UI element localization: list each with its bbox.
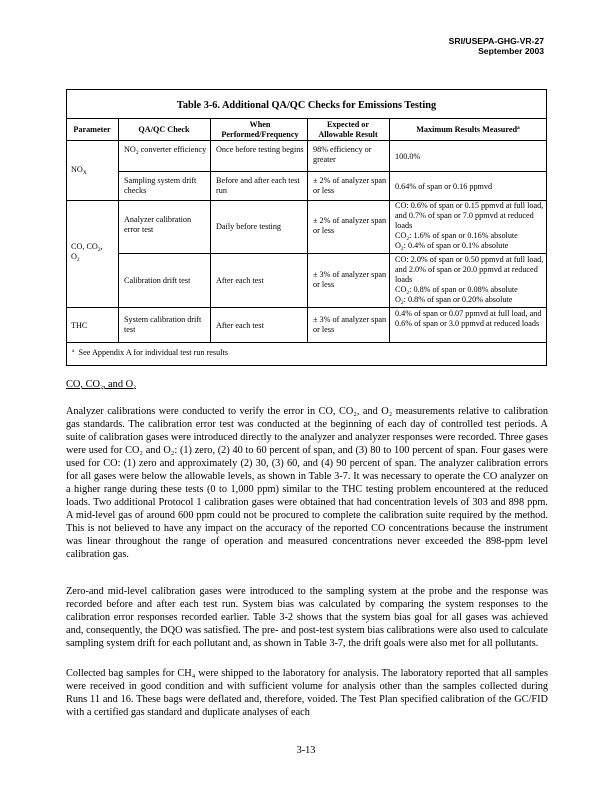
paragraph-system-bias: Zero-and mid-level calibration gases were introduced to the sampling system at the probe and the response was recorded before and after each test run. System bias was calculated by comparing the system responses to the calibration error responses recorded earlier. Table 3-2 shows that the system bias goal for all gases was achieved and, consequently, the DQO was satisfied. The pre- and post-test system bias calibrations were also used to calculate sampling system drift for each pollutant and, as shown in Table 3-7, the drift goals were also met for all pollutants. bbox=[66, 586, 548, 649]
co-cal-error-check: Analyzer calibration error test bbox=[124, 215, 192, 234]
thc-drift-when: After each test bbox=[216, 321, 264, 330]
paragraph-bag-samples: Collected bag samples for CH₄ were shipped to the laboratory for analysis. The laboratory reported that all samples were received in good condition and with sufficient volume for analysis other than the samples collected during Runs 11 and 16. These bags were deflated and, therefore, voided. The Test Plan specified calibration of the GC/FID with a certified gas standard and duplicate analyses of each bbox=[66, 668, 548, 718]
col-rule-3 bbox=[307, 118, 308, 342]
param-co-co2-o2: CO, $CO_2$, $O_2$ bbox=[71, 242, 103, 263]
nox-drift-result: 0.64% of span or 0.16 ppmvd bbox=[395, 182, 493, 191]
co-drift-check: Calibration drift test bbox=[124, 276, 191, 285]
nox-drift-when: Before and after each test run bbox=[216, 176, 300, 195]
co-cal-error-result: CO: 0.6% of span or 0.15 ppmvd at full load, and 0.7% of span or 7.0 ppmvd at reduced loads $CO_2$: 1.6% of span or 0.16% absolute $O_2$: 0.4% of span or 0.1% absolute bbox=[395, 201, 544, 252]
thc-drift-result: 0.4% of span or 0.07 ppmvd at full load, and 0.6% of span or 3.0 ppmvd at reduced loads bbox=[395, 309, 542, 328]
col-rule-1 bbox=[118, 118, 119, 342]
co-cal-error-when: Daily before testing bbox=[216, 222, 282, 231]
param-thc: THC bbox=[71, 321, 88, 330]
nox-row-divider bbox=[118, 171, 547, 172]
section-heading: CO, $CO_2$, and $O_2$ bbox=[66, 379, 136, 391]
report-id: SRI/USEPA-GHG-VR-27 bbox=[448, 36, 544, 46]
nox-drift-expected: ± 2% of analyzer span or less bbox=[313, 176, 387, 195]
nox-converter-check: $NO_2$ converter efficiency bbox=[124, 145, 207, 156]
param-nox: $NO_X$ bbox=[71, 165, 87, 176]
col-header-when: When Performed/Frequency bbox=[221, 120, 299, 139]
nox-converter-when: Once before testing begins bbox=[216, 145, 304, 154]
paragraph-calibration: Analyzer calibrations were conducted to verify the error in CO, CO₂, and O₂ measurements relative to calibration gas standards. The calibration error test was conducted at the beginning of each day of controlled test periods. A suite of calibration gases were introduced directly to the analyzer and analyzer responses were recorded. Three gases were used for CO₂ and O₂: (1) zero, (2) 40 to 60 percent of span, and (3) 80 to 100 percent of span. Four gases were used for CO: (1) zero and approximately (2) 30, (3) 60, and (4) 90 percent of span. The analyzer calibration errors for all gases were below the allowable levels, as shown in Table 3-7. It was necessary to operate the CO analyzer on a higher range during these tests (0 to 1,000 ppm) similar to the THC testing problem encountered at the reduced loads. Two additional Protocol 1 calibration gases were obtained that had concentration levels of 303 and 898 ppm. A mid-level gas of around 600 ppm could not be procured to complete the calibration suite required by the method. This is not believed to have any impact on the accuracy of the reported CO concentrations because the instrument was linear throughout the range of operation and measured concentrations never exceeded the 898-ppm level calibration gas. bbox=[66, 406, 548, 560]
co-drift-when: After each test bbox=[216, 276, 264, 285]
thc-bottom-rule bbox=[66, 342, 547, 343]
col-rule-2 bbox=[210, 118, 211, 342]
report-date: September 2003 bbox=[478, 46, 544, 56]
thc-drift-check: System calibration drift test bbox=[124, 315, 202, 334]
nox-converter-expected: 98% efficiency or greater bbox=[313, 145, 372, 164]
col-header-max-results: Maximum Results Measured$^a$ bbox=[416, 125, 520, 134]
co-drift-expected: ± 3% of analyzer span or less bbox=[313, 270, 387, 289]
col-header-parameter: Parameter bbox=[73, 125, 111, 134]
col-header-expected: Expected or Allowable Result bbox=[318, 120, 378, 139]
nox-converter-result: 100.0% bbox=[395, 152, 421, 161]
col-rule-4 bbox=[389, 118, 390, 342]
page-header bbox=[449, 36, 544, 56]
table-title: Table 3-6. Additional QA/QC Checks for Emissions Testing bbox=[176, 100, 437, 111]
col-header-check: QA/QC Check bbox=[138, 125, 190, 134]
thc-drift-expected: ± 3% of analyzer span or less bbox=[313, 315, 387, 334]
page-number: 3-13 bbox=[296, 745, 316, 756]
co-row-divider bbox=[118, 253, 547, 254]
table-footnote: $^a$ See Appendix A for individual test run results bbox=[72, 348, 228, 357]
co-drift-result: CO: 2.0% of span or 0.50 ppmvd at full load, and 2.0% of span or 20.0 ppmvd at reduced loads $CO_2$: 0.8% of span or 0.08% absolute $O_2$: 0.8% of span or 0.20% absolute bbox=[395, 255, 544, 306]
co-cal-error-expected: ± 2% of analyzer span or less bbox=[313, 216, 387, 235]
footnote-marker: a bbox=[517, 125, 520, 131]
nox-drift-check: Sampling system drift checks bbox=[124, 176, 197, 195]
